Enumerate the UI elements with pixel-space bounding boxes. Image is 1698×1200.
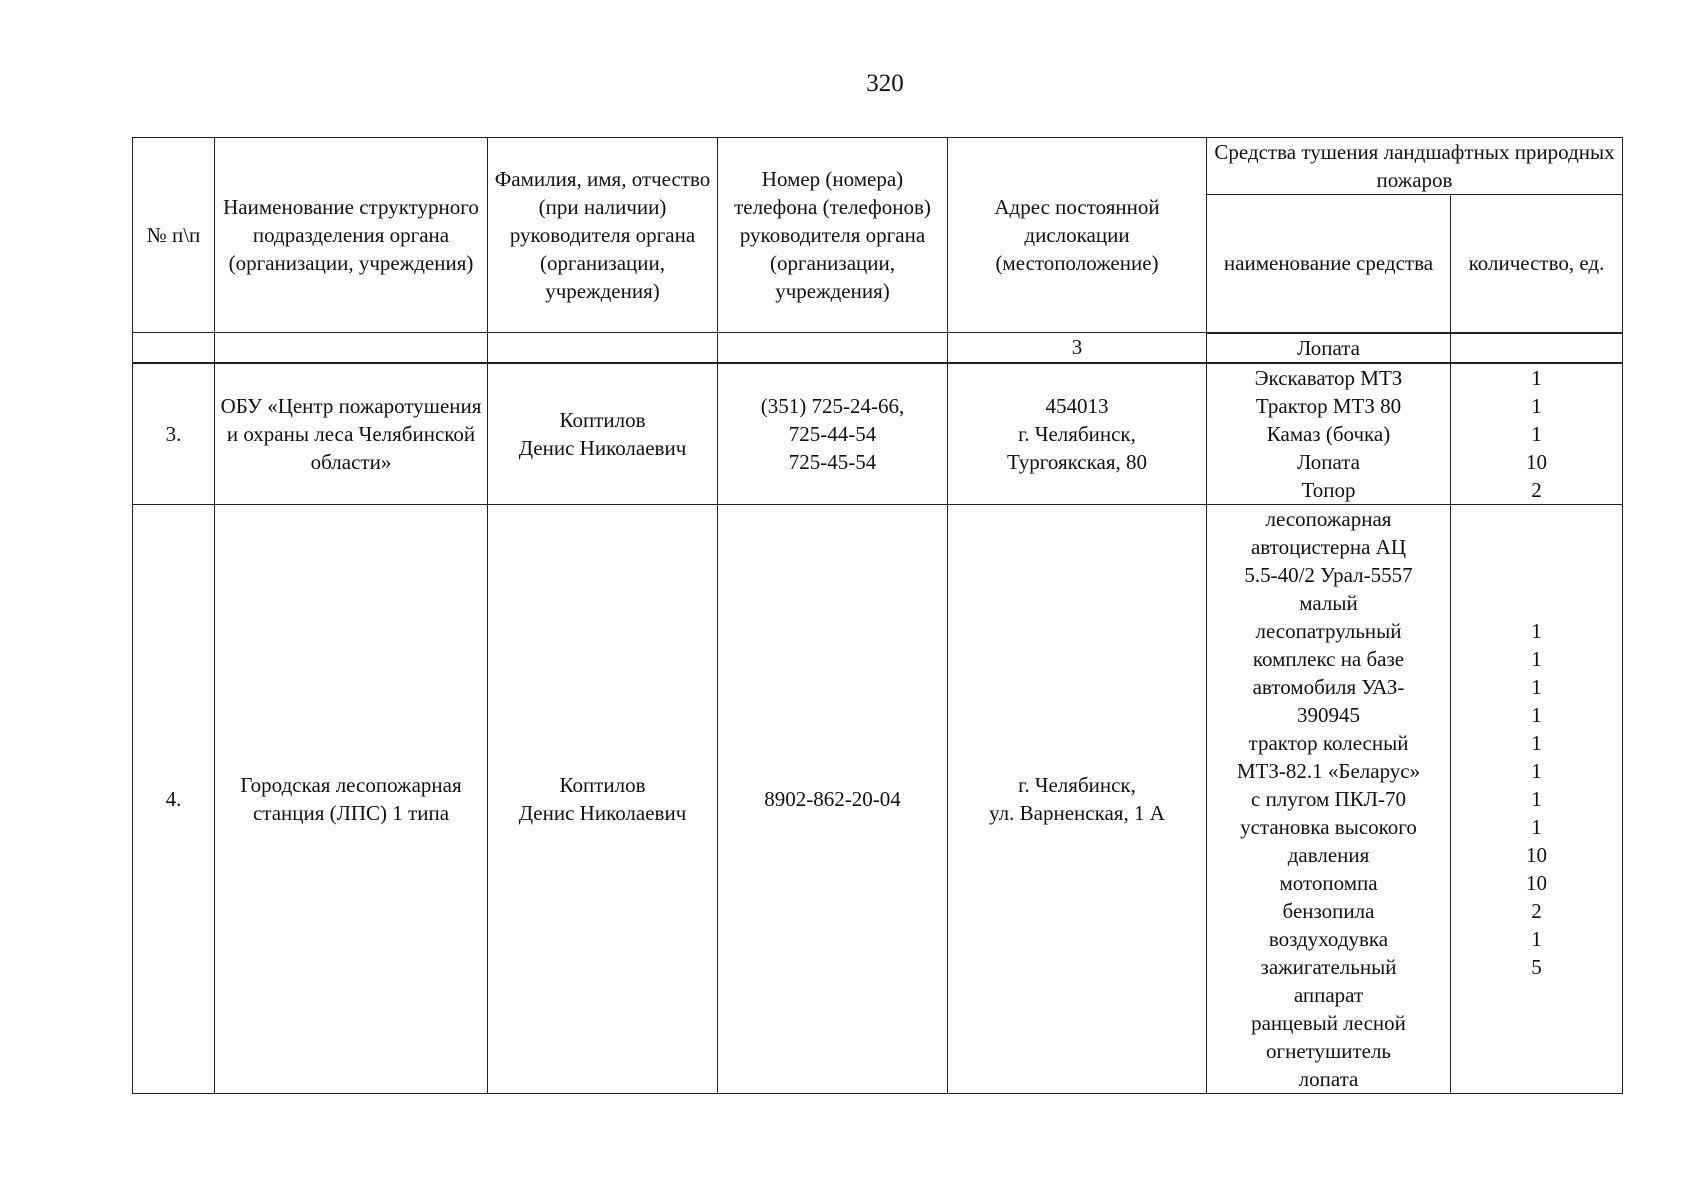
qty-line: 1 bbox=[1531, 365, 1542, 390]
row-means bbox=[1207, 363, 1451, 505]
means-line: бензопила bbox=[1282, 898, 1375, 923]
carry-phone bbox=[718, 333, 948, 363]
qty-line: 1 bbox=[1531, 646, 1542, 671]
means-line: автомобиля УАЗ- bbox=[1252, 674, 1405, 699]
qty-line: 1 bbox=[1531, 814, 1542, 839]
qty-line: 1 bbox=[1531, 758, 1542, 783]
row-qty bbox=[1451, 363, 1623, 505]
row-unit-name: ОБУ «Центр пожаротушения и охраны леса Челябинской области» bbox=[215, 363, 488, 505]
table-row bbox=[133, 363, 1623, 505]
row-head-name bbox=[488, 363, 718, 505]
row-qty bbox=[1451, 504, 1623, 1093]
means-line: трактор колесный bbox=[1248, 730, 1409, 755]
header-address: Адрес постоянной дислокации (местоположение) bbox=[948, 138, 1207, 333]
header-unit-name: Наименование структурного подразделения органа (организации, учреждения) bbox=[215, 138, 488, 333]
header-head-name: Фамилия, имя, отчество (при наличии) руководителя органа (организации, учреждения) bbox=[488, 138, 718, 333]
qty-line: 1 bbox=[1531, 393, 1542, 418]
qty-line: 1 bbox=[1531, 730, 1542, 755]
address-line: г. Челябинск, bbox=[1018, 421, 1136, 446]
means-line: Лопата bbox=[1297, 449, 1360, 474]
header-means-name: наименование средства bbox=[1207, 195, 1451, 333]
address-line: ул. Варненская, 1 А bbox=[989, 800, 1165, 825]
means-line: ранцевый лесной bbox=[1251, 1010, 1406, 1035]
row-address bbox=[948, 504, 1207, 1093]
means-line: огнетушитель bbox=[1265, 1038, 1392, 1063]
phone-line: 725-45-54 bbox=[788, 449, 877, 474]
table-row bbox=[133, 504, 1623, 1093]
means-line: малый bbox=[1299, 590, 1358, 615]
qty-line: 1 bbox=[1531, 926, 1542, 951]
phone-line: (351) 725-24-66, bbox=[760, 393, 905, 418]
qty-line: 1 bbox=[1531, 421, 1542, 446]
head-line: Коптилов bbox=[559, 407, 646, 432]
means-line: Экскаватор МТЗ bbox=[1254, 365, 1403, 390]
qty-line: 10 bbox=[1526, 449, 1547, 474]
equipment-table bbox=[132, 137, 1623, 1094]
means-line: Камаз (бочка) bbox=[1266, 421, 1391, 446]
means-line: зажигательный bbox=[1260, 954, 1397, 979]
qty-line: 10 bbox=[1526, 842, 1547, 867]
means-line: 5.5-40/2 Урал-5557 bbox=[1244, 562, 1413, 587]
qty-line: 5 bbox=[1531, 954, 1542, 979]
phone-line: 725-44-54 bbox=[788, 421, 877, 446]
carry-unit bbox=[215, 333, 488, 363]
address-line: г. Челябинск, bbox=[1018, 772, 1136, 797]
means-line: воздуходувка bbox=[1268, 926, 1389, 951]
carry-address: 3 bbox=[948, 333, 1207, 363]
qty-line: 2 bbox=[1531, 477, 1542, 502]
phone-line: 8902-862-20-04 bbox=[764, 786, 901, 811]
means-line: мотопомпа bbox=[1279, 870, 1378, 895]
carry-qty bbox=[1451, 333, 1623, 363]
means-line: автоцистерна АЦ bbox=[1250, 534, 1407, 559]
qty-line: 1 bbox=[1531, 618, 1542, 643]
row-phone bbox=[718, 504, 948, 1093]
means-line: аппарат bbox=[1293, 982, 1364, 1007]
means-line: лопата bbox=[1298, 1066, 1359, 1091]
carry-head bbox=[488, 333, 718, 363]
means-line: 390945 bbox=[1297, 702, 1360, 727]
address-line: Тургоякская, 80 bbox=[1007, 449, 1147, 474]
means-line: лесопатрульный bbox=[1255, 618, 1402, 643]
head-line: Коптилов bbox=[559, 772, 646, 797]
qty-line: 10 bbox=[1526, 870, 1547, 895]
means-line: Трактор МТЗ 80 bbox=[1255, 393, 1402, 418]
means-line: комплекс на базе bbox=[1252, 646, 1405, 671]
row-unit-name: Городская лесопожарная станция (ЛПС) 1 типа bbox=[215, 504, 488, 1093]
head-line: Денис Николаевич bbox=[518, 800, 687, 825]
qty-line: 2 bbox=[1531, 898, 1542, 923]
row-head-name bbox=[488, 504, 718, 1093]
row-phone bbox=[718, 363, 948, 505]
address-line: 454013 bbox=[1045, 393, 1109, 418]
header-phone: Номер (номера) телефона (телефонов) руководителя органа (организации, учреждения) bbox=[718, 138, 948, 333]
carry-num bbox=[133, 333, 215, 363]
head-line: Денис Николаевич bbox=[518, 435, 687, 460]
header-num: № п\п bbox=[133, 138, 215, 333]
qty-line: 1 bbox=[1531, 786, 1542, 811]
row-address bbox=[948, 363, 1207, 505]
row-num: 4. bbox=[133, 504, 215, 1093]
row-means bbox=[1207, 504, 1451, 1093]
carry-means: Лопата bbox=[1207, 333, 1451, 363]
means-line: МТЗ-82.1 «Беларус» bbox=[1236, 758, 1421, 783]
means-line: установка высокого bbox=[1240, 814, 1417, 839]
means-line: Топор bbox=[1301, 477, 1356, 502]
means-line: лесопожарная bbox=[1265, 506, 1392, 531]
page-number: 320 bbox=[866, 70, 904, 97]
means-line: с плугом ПКЛ-70 bbox=[1251, 786, 1406, 811]
header-means-qty: количество, ед. bbox=[1451, 195, 1623, 333]
means-line: давления bbox=[1287, 842, 1370, 867]
carry-over-row bbox=[133, 333, 1623, 363]
qty-line: 1 bbox=[1531, 702, 1542, 727]
row-num: 3. bbox=[133, 363, 215, 505]
qty-line: 1 bbox=[1531, 674, 1542, 699]
header-means-group: Средства тушения ландшафтных природных пожаров bbox=[1207, 138, 1623, 195]
